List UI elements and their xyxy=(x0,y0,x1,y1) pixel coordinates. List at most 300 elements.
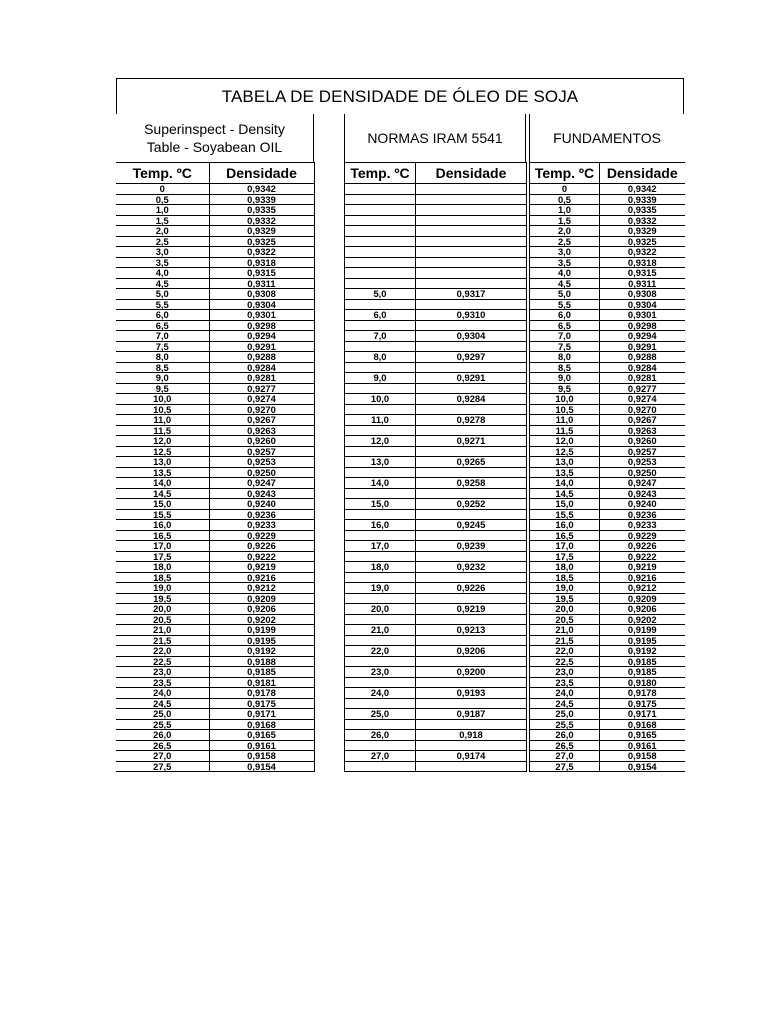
table-row xyxy=(530,593,685,604)
temp-cell: 25,5 xyxy=(116,719,209,730)
temp-cell: 9,0 xyxy=(345,373,416,384)
density-cell xyxy=(416,677,527,688)
temp-cell: 19,5 xyxy=(116,593,209,604)
density-cell xyxy=(416,184,527,195)
density-cell xyxy=(416,572,527,583)
temp-cell: 22,5 xyxy=(116,656,209,667)
temp-cell: 13,5 xyxy=(530,467,600,478)
density-cell xyxy=(416,614,527,625)
normas-iram-table xyxy=(344,162,527,772)
temp-cell: 9,0 xyxy=(116,373,209,384)
temp-cell xyxy=(345,383,416,394)
density-cell: 0,9277 xyxy=(600,383,685,394)
table-row xyxy=(345,572,527,583)
temp-cell: 17,0 xyxy=(530,541,600,552)
density-cell: 0,9325 xyxy=(600,236,685,247)
temp-cell: 11,5 xyxy=(116,425,209,436)
table-row xyxy=(530,184,685,195)
table-row xyxy=(345,383,527,394)
density-cell: 0,9171 xyxy=(209,709,314,720)
temp-cell: 2,0 xyxy=(116,226,209,237)
fundamentos-table xyxy=(529,162,685,772)
temp-cell: 16,0 xyxy=(530,520,600,531)
temp-cell: 21,5 xyxy=(116,635,209,646)
table-row xyxy=(345,247,527,258)
density-cell: 0,9188 xyxy=(209,656,314,667)
density-cell: 0,9311 xyxy=(209,278,314,289)
table-row xyxy=(345,215,527,226)
density-cell: 0,9317 xyxy=(416,289,527,300)
table-row xyxy=(530,709,685,720)
density-cell: 0,9226 xyxy=(209,541,314,552)
table-row xyxy=(530,247,685,258)
density-cell: 0,9252 xyxy=(416,499,527,510)
temp-cell: 0 xyxy=(116,184,209,195)
temp-cell: 2,0 xyxy=(530,226,600,237)
temp-cell: 22,0 xyxy=(530,646,600,657)
density-cell xyxy=(416,740,527,751)
density-cell xyxy=(416,278,527,289)
temp-cell: 15,5 xyxy=(116,509,209,520)
density-cell: 0,9318 xyxy=(209,257,314,268)
density-cell: 0,9339 xyxy=(600,194,685,205)
table-row xyxy=(345,667,527,678)
density-cell: 0,9245 xyxy=(416,520,527,531)
temp-cell: 14,0 xyxy=(116,478,209,489)
section-heading xyxy=(116,114,314,162)
density-cell: 0,9226 xyxy=(600,541,685,552)
table-row xyxy=(345,184,527,195)
table-row xyxy=(116,236,314,247)
table-row xyxy=(530,520,685,531)
table-row xyxy=(116,625,314,636)
density-cell: 0,9332 xyxy=(600,215,685,226)
density-cell: 0,9229 xyxy=(209,530,314,541)
temp-cell: 7,0 xyxy=(530,331,600,342)
temp-cell xyxy=(345,404,416,415)
temp-cell: 21,0 xyxy=(530,625,600,636)
density-cell: 0,9158 xyxy=(600,751,685,762)
table-row xyxy=(345,436,527,447)
temp-cell: 4,5 xyxy=(530,278,600,289)
temp-cell xyxy=(345,205,416,216)
table-row xyxy=(530,530,685,541)
table-row xyxy=(345,488,527,499)
density-cell: 0,9240 xyxy=(600,499,685,510)
table-row xyxy=(345,257,527,268)
density-cell: 0,9277 xyxy=(209,383,314,394)
table-row xyxy=(116,604,314,615)
table-row xyxy=(345,362,527,373)
density-cell: 0,9322 xyxy=(600,247,685,258)
density-cell: 0,9288 xyxy=(209,352,314,363)
temp-cell: 10,0 xyxy=(116,394,209,405)
table-row xyxy=(116,562,314,573)
density-cell xyxy=(416,205,527,216)
density-cell: 0,9222 xyxy=(600,551,685,562)
temp-cell: 9,5 xyxy=(530,383,600,394)
table-row xyxy=(345,205,527,216)
table-row xyxy=(116,740,314,751)
temp-cell: 21,0 xyxy=(116,625,209,636)
temp-cell: 18,0 xyxy=(116,562,209,573)
density-cell: 0,9278 xyxy=(416,415,527,426)
table-row xyxy=(116,730,314,741)
density-cell xyxy=(416,635,527,646)
column-header-temp: Temp. ºC xyxy=(530,163,600,184)
temp-cell: 12,5 xyxy=(116,446,209,457)
density-cell xyxy=(416,551,527,562)
temp-cell: 10,0 xyxy=(345,394,416,405)
column-header-density: Densidade xyxy=(600,163,685,184)
normas-iram-section xyxy=(344,114,526,772)
density-cell: 0,9154 xyxy=(209,761,314,772)
table-row xyxy=(116,478,314,489)
table-row xyxy=(116,257,314,268)
density-cell: 0,9209 xyxy=(209,593,314,604)
table-row xyxy=(530,698,685,709)
table-row xyxy=(345,278,527,289)
table-row xyxy=(116,247,314,258)
table-row xyxy=(530,499,685,510)
temp-cell: 6,0 xyxy=(116,310,209,321)
column-header-density: Densidade xyxy=(209,163,314,184)
temp-cell: 24,0 xyxy=(345,688,416,699)
temp-cell: 1,0 xyxy=(116,205,209,216)
density-cell xyxy=(416,320,527,331)
density-cell: 0,9322 xyxy=(209,247,314,258)
temp-cell: 11,0 xyxy=(345,415,416,426)
table-row xyxy=(116,688,314,699)
temp-cell: 14,0 xyxy=(345,478,416,489)
temp-cell xyxy=(345,488,416,499)
density-cell: 0,9301 xyxy=(209,310,314,321)
table-row xyxy=(530,278,685,289)
density-cell xyxy=(416,226,527,237)
density-cell: 0,9257 xyxy=(209,446,314,457)
temp-cell: 22,5 xyxy=(530,656,600,667)
density-cell: 0,9304 xyxy=(209,299,314,310)
density-sheet xyxy=(116,78,684,770)
density-cell: 0,9342 xyxy=(600,184,685,195)
table-row xyxy=(530,446,685,457)
density-cell: 0,9304 xyxy=(416,331,527,342)
table-row xyxy=(345,730,527,741)
temp-cell: 26,5 xyxy=(530,740,600,751)
table-row xyxy=(530,373,685,384)
temp-cell: 22,0 xyxy=(345,646,416,657)
table-row xyxy=(345,635,527,646)
table-row xyxy=(345,394,527,405)
density-cell: 0,9329 xyxy=(600,226,685,237)
table-row xyxy=(345,373,527,384)
temp-cell: 27,0 xyxy=(345,751,416,762)
temp-cell: 14,0 xyxy=(530,478,600,489)
temp-cell: 20,0 xyxy=(116,604,209,615)
header-row xyxy=(345,163,527,184)
temp-cell: 20,5 xyxy=(116,614,209,625)
temp-cell: 17,5 xyxy=(530,551,600,562)
density-cell: 0,9291 xyxy=(600,341,685,352)
table-row xyxy=(345,541,527,552)
table-row xyxy=(116,488,314,499)
temp-cell: 8,5 xyxy=(116,362,209,373)
table-row xyxy=(116,572,314,583)
header-row xyxy=(530,163,685,184)
table-row xyxy=(116,446,314,457)
table-row xyxy=(116,436,314,447)
table-row xyxy=(116,635,314,646)
temp-cell xyxy=(345,656,416,667)
table-row xyxy=(530,646,685,657)
temp-cell xyxy=(345,236,416,247)
temp-cell: 14,5 xyxy=(116,488,209,499)
density-cell: 0,9243 xyxy=(209,488,314,499)
table-row xyxy=(345,499,527,510)
temp-cell: 20,0 xyxy=(345,604,416,615)
density-cell: 0,9192 xyxy=(209,646,314,657)
table-row xyxy=(345,530,527,541)
density-cell: 0,9257 xyxy=(600,446,685,457)
density-cell: 0,9260 xyxy=(600,436,685,447)
table-row xyxy=(116,614,314,625)
table-row xyxy=(116,362,314,373)
temp-cell: 0,5 xyxy=(530,194,600,205)
density-cell: 0,9304 xyxy=(600,299,685,310)
temp-cell: 8,0 xyxy=(345,352,416,363)
density-cell: 0,9291 xyxy=(416,373,527,384)
table-row xyxy=(345,457,527,468)
temp-cell: 23,0 xyxy=(116,667,209,678)
density-cell: 0,9250 xyxy=(600,467,685,478)
temp-cell xyxy=(345,677,416,688)
superinspect-section xyxy=(116,114,314,772)
density-cell: 0,9270 xyxy=(600,404,685,415)
temp-cell: 2,5 xyxy=(530,236,600,247)
temp-cell: 5,5 xyxy=(116,299,209,310)
table-row xyxy=(345,446,527,457)
density-cell: 0,9212 xyxy=(600,583,685,594)
table-row xyxy=(116,761,314,772)
table-row xyxy=(345,646,527,657)
table-row xyxy=(345,562,527,573)
temp-cell: 7,5 xyxy=(116,341,209,352)
table-row xyxy=(530,362,685,373)
density-cell: 0,918 xyxy=(416,730,527,741)
table-row xyxy=(530,572,685,583)
section-heading-line: Table - Soyabean OIL xyxy=(146,139,283,155)
temp-cell xyxy=(345,247,416,258)
density-cell: 0,9335 xyxy=(209,205,314,216)
temp-cell xyxy=(345,446,416,457)
section-heading: FUNDAMENTOS xyxy=(529,114,684,162)
table-row xyxy=(530,635,685,646)
density-cell xyxy=(416,247,527,258)
temp-cell xyxy=(345,320,416,331)
table-row xyxy=(116,751,314,762)
temp-cell: 1,0 xyxy=(530,205,600,216)
density-cell: 0,9206 xyxy=(209,604,314,615)
density-cell xyxy=(416,268,527,279)
temp-cell xyxy=(345,226,416,237)
temp-cell: 7,0 xyxy=(116,331,209,342)
table-row xyxy=(116,415,314,426)
temp-cell xyxy=(345,257,416,268)
density-cell: 0,9274 xyxy=(600,394,685,405)
temp-cell: 18,5 xyxy=(530,572,600,583)
table-row xyxy=(345,625,527,636)
table-row xyxy=(530,656,685,667)
table-row xyxy=(530,215,685,226)
density-cell xyxy=(416,341,527,352)
density-cell xyxy=(416,509,527,520)
temp-cell: 10,5 xyxy=(116,404,209,415)
density-cell: 0,9247 xyxy=(600,478,685,489)
density-cell: 0,9315 xyxy=(600,268,685,279)
density-cell: 0,9168 xyxy=(600,719,685,730)
table-row xyxy=(116,184,314,195)
density-cell xyxy=(416,656,527,667)
temp-cell: 10,0 xyxy=(530,394,600,405)
temp-cell: 15,0 xyxy=(530,499,600,510)
density-cell: 0,9213 xyxy=(416,625,527,636)
density-cell: 0,9181 xyxy=(209,677,314,688)
table-row xyxy=(116,499,314,510)
density-cell: 0,9284 xyxy=(416,394,527,405)
table-row xyxy=(345,320,527,331)
temp-cell: 13,0 xyxy=(530,457,600,468)
temp-cell: 5,5 xyxy=(530,299,600,310)
density-cell xyxy=(416,530,527,541)
density-cell xyxy=(416,383,527,394)
table-row xyxy=(530,478,685,489)
density-cell: 0,9229 xyxy=(600,530,685,541)
table-row xyxy=(116,698,314,709)
table-row xyxy=(530,289,685,300)
temp-cell: 13,5 xyxy=(116,467,209,478)
temp-cell xyxy=(345,740,416,751)
density-cell: 0,9265 xyxy=(416,457,527,468)
table-row xyxy=(530,761,685,772)
temp-cell: 4,0 xyxy=(116,268,209,279)
density-cell xyxy=(416,488,527,499)
table-row xyxy=(530,257,685,268)
density-cell: 0,9206 xyxy=(600,604,685,615)
temp-cell: 19,0 xyxy=(530,583,600,594)
table-row xyxy=(345,520,527,531)
density-cell: 0,9263 xyxy=(600,425,685,436)
table-row xyxy=(530,688,685,699)
table-row xyxy=(530,604,685,615)
temp-cell: 18,0 xyxy=(345,562,416,573)
density-cell: 0,9258 xyxy=(416,478,527,489)
temp-cell: 11,5 xyxy=(530,425,600,436)
temp-cell: 22,0 xyxy=(116,646,209,657)
table-row xyxy=(116,383,314,394)
temp-cell: 11,0 xyxy=(530,415,600,426)
temp-cell xyxy=(345,215,416,226)
temp-cell: 15,0 xyxy=(345,499,416,510)
table-row xyxy=(116,646,314,657)
density-cell: 0,9301 xyxy=(600,310,685,321)
table-row xyxy=(345,425,527,436)
table-row xyxy=(345,740,527,751)
table-row xyxy=(345,761,527,772)
temp-cell: 2,5 xyxy=(116,236,209,247)
table-row xyxy=(345,478,527,489)
temp-cell: 12,0 xyxy=(116,436,209,447)
table-row xyxy=(116,373,314,384)
temp-cell: 0,5 xyxy=(116,194,209,205)
density-cell: 0,9247 xyxy=(209,478,314,489)
table-row xyxy=(345,688,527,699)
density-cell: 0,9294 xyxy=(209,331,314,342)
density-cell: 0,9263 xyxy=(209,425,314,436)
table-row xyxy=(345,236,527,247)
temp-cell: 21,0 xyxy=(345,625,416,636)
density-cell: 0,9260 xyxy=(209,436,314,447)
table-row xyxy=(116,205,314,216)
temp-cell: 25,0 xyxy=(345,709,416,720)
density-cell: 0,9318 xyxy=(600,257,685,268)
density-cell xyxy=(416,257,527,268)
density-cell: 0,9239 xyxy=(416,541,527,552)
temp-cell: 5,0 xyxy=(116,289,209,300)
fundamentos-section xyxy=(529,114,684,772)
table-row xyxy=(530,310,685,321)
table-row xyxy=(116,299,314,310)
temp-cell xyxy=(345,268,416,279)
table-row xyxy=(345,509,527,520)
temp-cell: 23,5 xyxy=(530,677,600,688)
table-row xyxy=(116,310,314,321)
column-header-density: Densidade xyxy=(416,163,527,184)
density-cell: 0,9168 xyxy=(209,719,314,730)
table-row xyxy=(345,614,527,625)
density-cell: 0,9335 xyxy=(600,205,685,216)
density-cell: 0,9161 xyxy=(600,740,685,751)
page-title: TABELA DE DENSIDADE DE ÓLEO DE SOJA xyxy=(117,79,683,116)
table-row xyxy=(530,341,685,352)
density-cell xyxy=(416,719,527,730)
density-cell: 0,9315 xyxy=(209,268,314,279)
temp-cell: 6,0 xyxy=(530,310,600,321)
temp-cell: 15,0 xyxy=(116,499,209,510)
table-row xyxy=(530,541,685,552)
density-cell xyxy=(416,698,527,709)
temp-cell: 23,5 xyxy=(116,677,209,688)
density-cell: 0,9233 xyxy=(600,520,685,531)
table-row xyxy=(530,583,685,594)
density-cell: 0,9339 xyxy=(209,194,314,205)
density-cell: 0,9180 xyxy=(600,677,685,688)
temp-cell: 24,0 xyxy=(530,688,600,699)
column-header-temp: Temp. ºC xyxy=(345,163,416,184)
temp-cell xyxy=(345,184,416,195)
table-row xyxy=(530,194,685,205)
table-row xyxy=(345,268,527,279)
temp-cell: 26,0 xyxy=(116,730,209,741)
temp-cell: 26,0 xyxy=(530,730,600,741)
density-cell: 0,9342 xyxy=(209,184,314,195)
density-cell: 0,9226 xyxy=(416,583,527,594)
density-cell xyxy=(416,236,527,247)
temp-cell xyxy=(345,194,416,205)
density-cell: 0,9284 xyxy=(209,362,314,373)
temp-cell: 19,0 xyxy=(116,583,209,594)
temp-cell xyxy=(345,362,416,373)
temp-cell: 11,0 xyxy=(116,415,209,426)
